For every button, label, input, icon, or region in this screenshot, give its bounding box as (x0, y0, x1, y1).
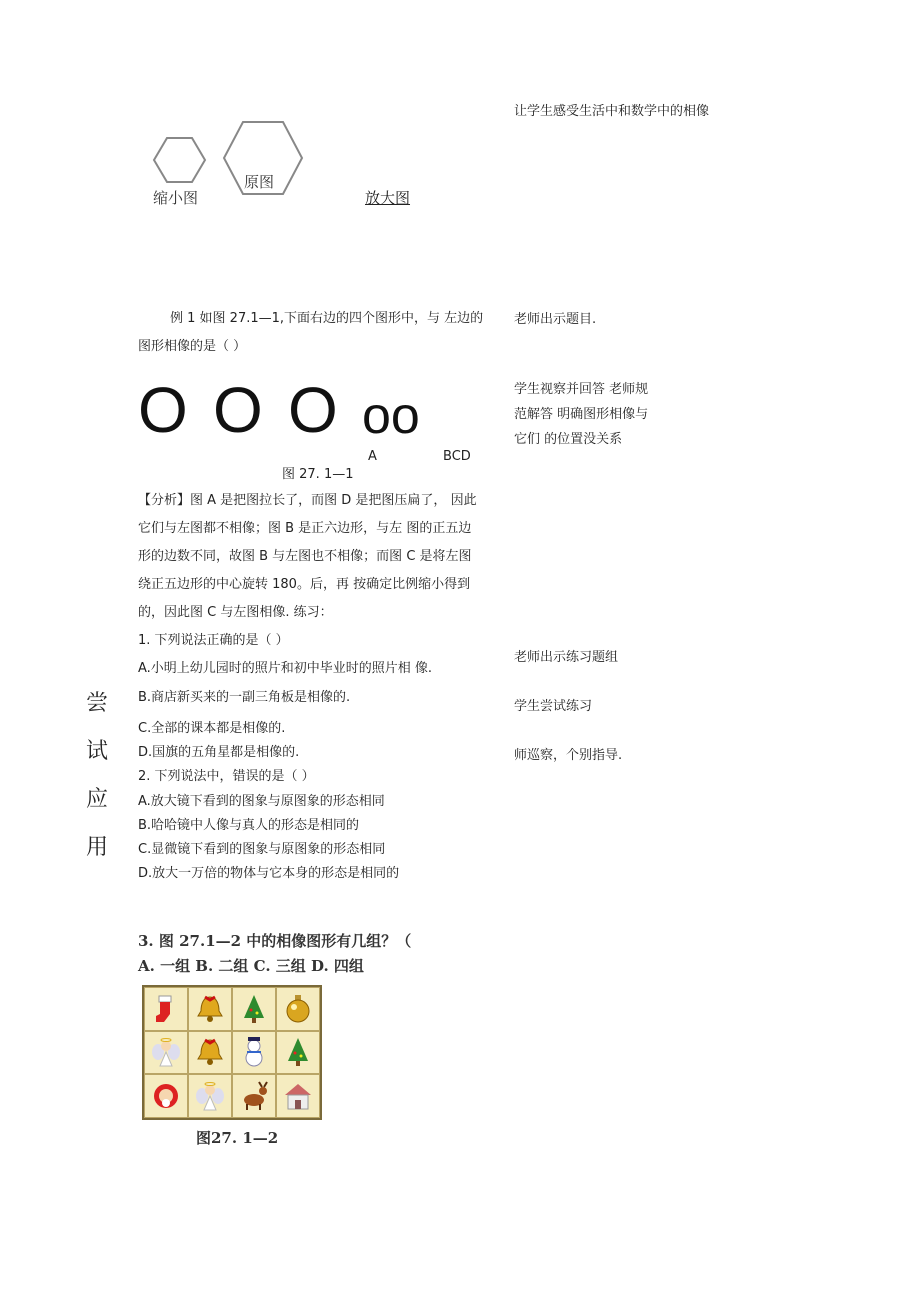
stocking-icon (149, 992, 183, 1026)
side-char: 尝 (86, 691, 109, 716)
side-char: 试 (86, 739, 109, 764)
angel-icon (149, 1035, 183, 1069)
example-right-note2-line3: 它们 的位置没关系 (514, 432, 623, 447)
bell-icon (193, 1035, 227, 1069)
shape-b: O (288, 374, 338, 446)
analysis-line: 的，因此图 C 与左图相像. 练习： (138, 605, 333, 620)
q1-option-c: C.全部的课本都是相像的. (138, 721, 286, 736)
q2-option-d: D.放大一万倍的物体与它本身的形态是相同的 (138, 866, 400, 881)
q2: 2. 下列说法中，错误的是（ ） (138, 769, 315, 784)
shape-a: O (213, 374, 263, 446)
tree-icon (237, 992, 271, 1026)
grid-cell (144, 987, 188, 1031)
label-a: A (368, 449, 377, 464)
grid-cell (144, 1031, 188, 1075)
example-line1: 例 1 如图 27.1—1,下面右边的四个图形中，与 左边的 (170, 311, 484, 326)
practice-note-2: 学生尝试练习 (514, 699, 593, 714)
q2-option-a: A.放大镜下看到的图象与原图象的形态相同 (138, 794, 385, 809)
tree-icon (281, 1035, 315, 1069)
grid-cell (188, 1031, 232, 1075)
figure-caption-1: 图 27. 1—1 (282, 467, 354, 482)
example-right-note2-line1: 学生视察并回答 老师规 (514, 382, 649, 397)
practice-note-3: 师巡察，个别指导. (514, 748, 623, 763)
analysis-line: 形的边数不同，故图 B 与左图也不相像；而图 C 是将左图 (138, 549, 472, 564)
side-char: 应 (86, 787, 109, 812)
small-hexagon (154, 138, 205, 182)
q1-option-a: A.小明上幼儿园时的照片和初中毕业时的照片相 像. (138, 661, 433, 676)
q3-line2: A. 一组 B. 二组 C. 三组 D. 四组 (138, 957, 364, 975)
grid-cell (188, 1074, 232, 1118)
q2-option-c: C.显微镜下看到的图象与原图象的形态相同 (138, 842, 386, 857)
analysis-line: 它们与左图都不相像；图 B 是正六边形，与左 图的正五边 (138, 521, 472, 536)
q1: 1. 下列说法正确的是（ ） (138, 633, 289, 648)
side-char: 用 (86, 835, 109, 860)
angel-icon (193, 1079, 227, 1113)
label-enlarged: 放大图 (365, 189, 411, 207)
grid-cell (276, 987, 320, 1031)
ornament-icon (281, 992, 315, 1026)
shape-cd: oo (362, 387, 420, 445)
grid-cell (144, 1074, 188, 1118)
example-right-note: 老师出示题目. (514, 312, 597, 327)
q1-option-d: D.国旗的五角星都是相像的. (138, 745, 300, 760)
christmas-icon-grid (142, 985, 322, 1120)
shape-left: O (138, 374, 188, 446)
q2-option-b: B.哈哈镜中人像与真人的形态是相同的 (138, 818, 360, 833)
grid-cell (276, 1031, 320, 1075)
practice-note-1: 老师出示练习题组 (514, 650, 619, 665)
grid-cell (276, 1074, 320, 1118)
q3-line1: 3. 图 27.1—2 中的相像图形有几组？（ (138, 932, 412, 950)
bell-icon (193, 992, 227, 1026)
label-small: 缩小图 (153, 189, 199, 207)
grid-cell (232, 987, 276, 1031)
house-icon (281, 1079, 315, 1113)
example-right-note2-line2: 范解答 明确图形相像与 (514, 407, 649, 422)
reindeer-icon (237, 1079, 271, 1113)
figure-caption-2: 图27. 1—2 (196, 1129, 279, 1147)
example-line2: 图形相像的是（ ） (138, 339, 247, 354)
grid-cell (188, 987, 232, 1031)
analysis-line: 【分析】图 A 是把图拉长了，而图 D 是把图压扁了， 因此 (138, 493, 477, 508)
q1-option-b: B.商店新买来的一副三角板是相像的. (138, 690, 351, 705)
snowman-icon (237, 1035, 271, 1069)
analysis-line: 绕正五边形的中心旋转 180。后，再 按确定比例缩小得到 (138, 577, 471, 592)
top-right-note: 让学生感受生活中和数学中的相像 (514, 104, 710, 119)
santa-icon (149, 1079, 183, 1113)
grid-cell (232, 1074, 276, 1118)
label-original: 原图 (244, 173, 275, 191)
label-bcd: BCD (443, 449, 471, 464)
grid-cell (232, 1031, 276, 1075)
